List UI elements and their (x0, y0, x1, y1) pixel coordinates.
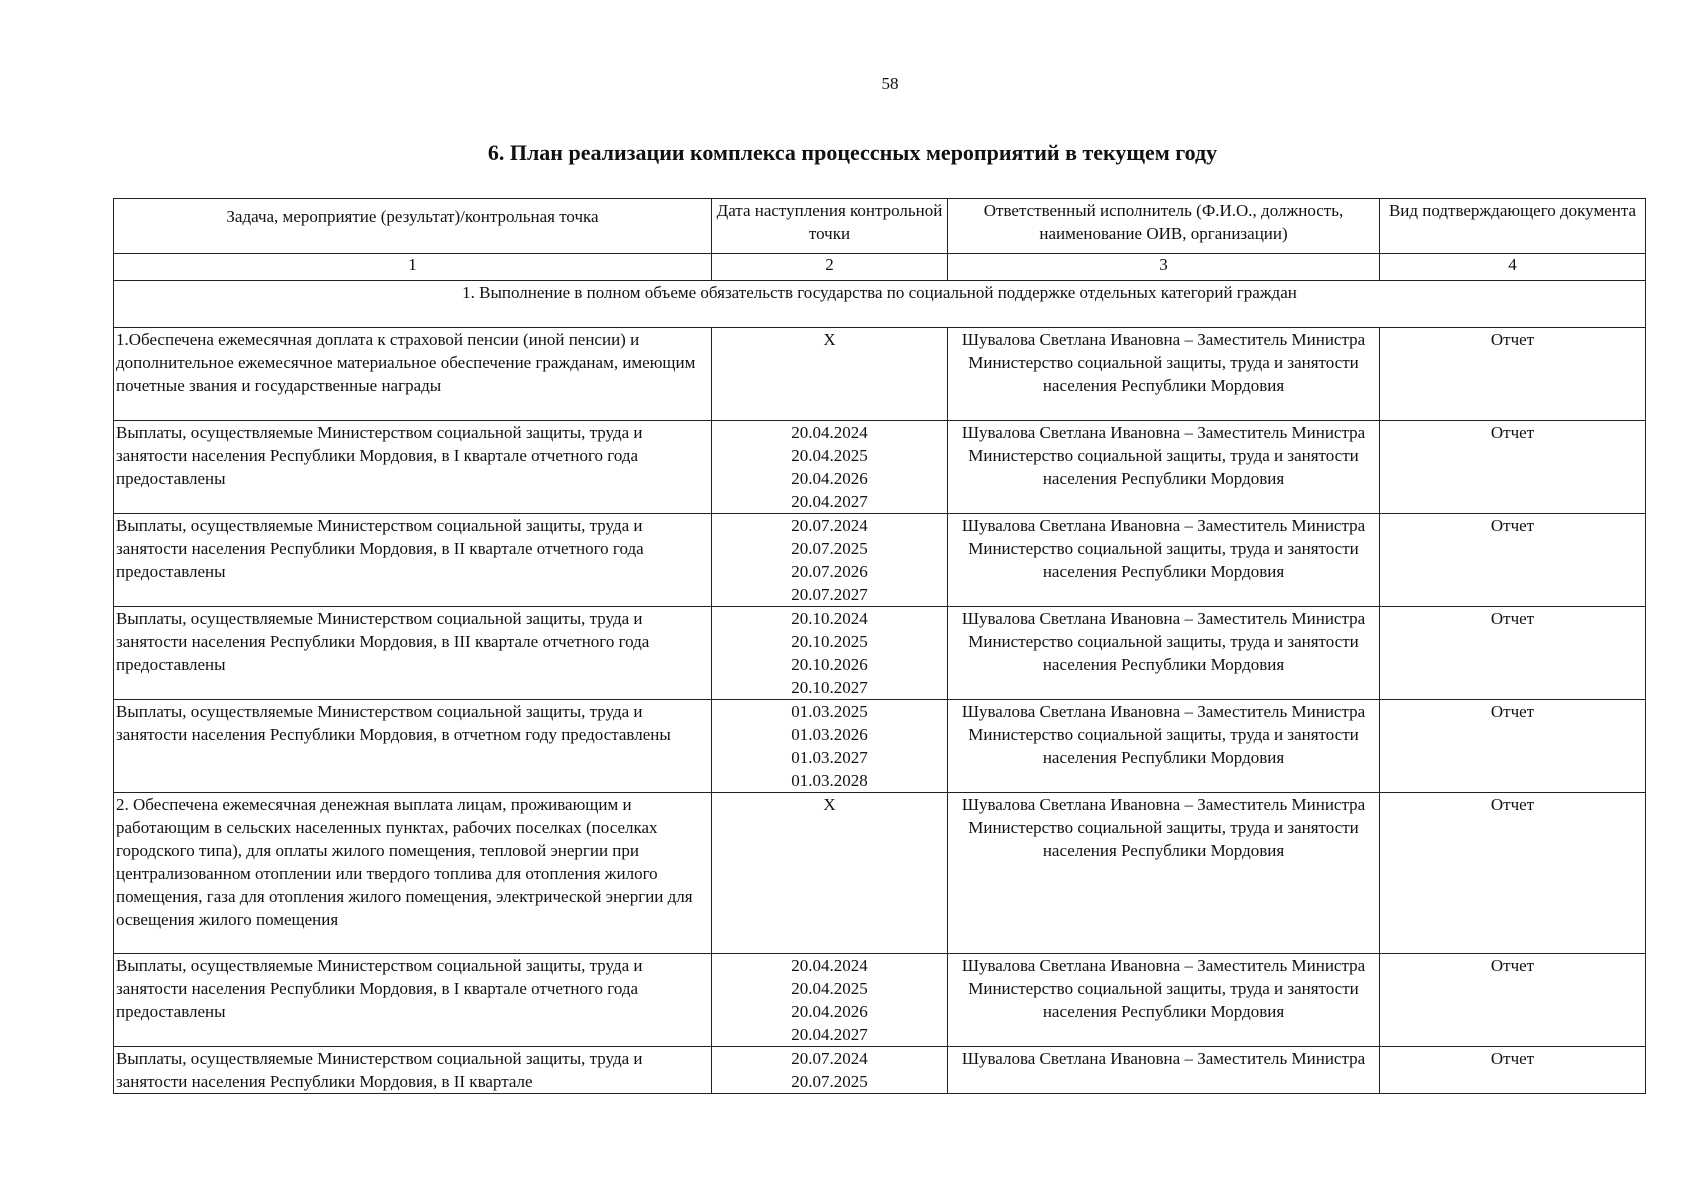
task-cell: Выплаты, осуществляемые Министерством социальной защиты, труда и занятости населения Республики Мордовия, в отчетном году предоставлены (114, 700, 712, 793)
responsible-person: Шувалова Светлана Ивановна – Заместитель Министра (961, 609, 1366, 628)
responsible-organization: Министерство социальной защиты, труда и занятости населения Республики Мордовия (968, 725, 1359, 767)
responsible-organization: Министерство социальной защиты, труда и занятости населения Республики Мордовия (968, 353, 1359, 395)
table-row (114, 954, 1646, 1047)
date-list (714, 421, 945, 513)
control-date: 01.03.2027 (791, 748, 868, 767)
document-type-cell: Отчет (1380, 328, 1646, 421)
responsible-organization: Министерство социальной защиты, труда и занятости населения Республики Мордовия (968, 539, 1359, 581)
responsible-person: Шувалова Светлана Ивановна – Заместитель Министра (961, 330, 1366, 349)
section-title: 1. Выполнение в полном объеме обязательств государства по социальной поддержке отдельных категорий граждан (114, 281, 1646, 328)
responsible-person: Шувалова Светлана Ивановна – Заместитель Министра (961, 702, 1366, 721)
table-row (114, 607, 1646, 700)
responsible-person: Шувалова Светлана Ивановна – Заместитель Министра (961, 423, 1366, 442)
date-cell (712, 607, 948, 700)
page-number: 58 (881, 74, 899, 93)
date-list (714, 793, 945, 816)
control-date: 20.07.2027 (791, 585, 868, 604)
date-cell (712, 793, 948, 954)
task-cell: Выплаты, осуществляемые Министерством социальной защиты, труда и занятости населения Республики Мордовия, в I квартале отчетного года предоставлены (114, 954, 712, 1047)
column-number: 1 (114, 254, 712, 281)
control-date: 20.07.2025 (791, 539, 868, 558)
task-cell: Выплаты, осуществляемые Министерством социальной защиты, труда и занятости населения Республики Мордовия, в II квартале (114, 1047, 712, 1094)
control-date: 20.10.2024 (791, 609, 868, 628)
date-cell (712, 1047, 948, 1094)
task-cell: 2. Обеспечена ежемесячная денежная выплата лицам, проживающим и работающим в сельских населенных пунктах, рабочих поселках (поселках городского типа), для оплаты жилого помещения, тепловой энергии при централизованном отоплении или твердого топлива для отопления жилого помещения, газа для отопления жилого помещения, электрической энергии для освещения жилого помещения (114, 793, 712, 954)
date-cell (712, 328, 948, 421)
control-date: Х (823, 330, 836, 349)
control-date: 20.04.2025 (791, 446, 868, 465)
header-responsible: Ответственный исполнитель (Ф.И.О., должность, наименование ОИВ, организации) (948, 199, 1380, 254)
responsible-cell (948, 607, 1380, 700)
table-row (114, 1047, 1646, 1094)
responsible-cell (948, 328, 1380, 421)
control-date: 20.10.2027 (791, 678, 868, 697)
date-cell (712, 700, 948, 793)
table-row (114, 328, 1646, 421)
control-date: 20.10.2026 (791, 655, 868, 674)
control-date: 20.04.2025 (791, 979, 868, 998)
control-date: 01.03.2026 (791, 725, 868, 744)
table-row (114, 793, 1646, 954)
date-cell (712, 421, 948, 514)
section-row (114, 281, 1646, 328)
document-type-cell: Отчет (1380, 954, 1646, 1047)
document-type-cell: Отчет (1380, 607, 1646, 700)
column-number: 2 (712, 254, 948, 281)
responsible-organization: Министерство социальной защиты, труда и занятости населения Республики Мордовия (968, 446, 1359, 488)
date-cell (712, 954, 948, 1047)
control-date: Х (823, 795, 836, 814)
table-row (114, 421, 1646, 514)
responsible-cell (948, 1047, 1380, 1094)
date-list (714, 700, 945, 792)
responsible-cell (948, 514, 1380, 607)
date-list (714, 954, 945, 1046)
responsible-cell (948, 954, 1380, 1047)
responsible-person: Шувалова Светлана Ивановна – Заместитель Министра (961, 1049, 1366, 1068)
header-document: Вид подтверждающего документа (1380, 199, 1646, 254)
control-date: 20.04.2026 (791, 469, 868, 488)
responsible-person: Шувалова Светлана Ивановна – Заместитель Министра (961, 795, 1366, 814)
task-cell: Выплаты, осуществляемые Министерством социальной защиты, труда и занятости населения Республики Мордовия, в III квартале отчетного года предоставлены (114, 607, 712, 700)
document-type-cell: Отчет (1380, 700, 1646, 793)
task-cell: Выплаты, осуществляемые Министерством социальной защиты, труда и занятости населения Республики Мордовия, в II квартале отчетного года предоставлены (114, 514, 712, 607)
control-date: 20.04.2027 (791, 1025, 868, 1044)
responsible-cell (948, 421, 1380, 514)
control-date: 20.07.2024 (791, 516, 868, 535)
date-list (714, 514, 945, 606)
control-date: 20.07.2024 (791, 1049, 868, 1068)
responsible-cell (948, 793, 1380, 954)
date-list (714, 1047, 945, 1093)
document-type-cell: Отчет (1380, 514, 1646, 607)
control-date: 20.07.2026 (791, 562, 868, 581)
responsible-organization: Министерство социальной защиты, труда и занятости населения Республики Мордовия (968, 979, 1359, 1021)
control-date: 20.10.2025 (791, 632, 868, 651)
task-cell: Выплаты, осуществляемые Министерством социальной защиты, труда и занятости населения Республики Мордовия, в I квартале отчетного года предоставлены (114, 421, 712, 514)
plan-table (113, 198, 1646, 1094)
responsible-cell (948, 700, 1380, 793)
responsible-person: Шувалова Светлана Ивановна – Заместитель Министра (961, 516, 1366, 535)
header-date: Дата наступления контрольной точки (712, 199, 948, 254)
table-body (114, 328, 1646, 1094)
document-type-cell: Отчет (1380, 421, 1646, 514)
control-date: 20.07.2025 (791, 1072, 868, 1091)
responsible-organization: Министерство социальной защиты, труда и занятости населения Республики Мордовия (968, 632, 1359, 674)
column-number: 3 (948, 254, 1380, 281)
control-date: 20.04.2024 (791, 423, 868, 442)
page-title: 6. План реализации комплекса процессных мероприятий в текущем году (487, 140, 1218, 165)
control-date: 20.04.2027 (791, 492, 868, 511)
table-row (114, 700, 1646, 793)
control-date: 01.03.2028 (791, 771, 868, 790)
control-date: 20.04.2026 (791, 1002, 868, 1021)
column-number: 4 (1380, 254, 1646, 281)
document-type-cell: Отчет (1380, 1047, 1646, 1094)
responsible-person: Шувалова Светлана Ивановна – Заместитель Министра (961, 956, 1366, 975)
control-date: 20.04.2024 (791, 956, 868, 975)
date-list (714, 328, 945, 351)
table-row (114, 514, 1646, 607)
date-cell (712, 514, 948, 607)
date-list (714, 607, 945, 699)
table-header-row (114, 199, 1646, 254)
column-number-row (114, 254, 1646, 281)
task-cell: 1.Обеспечена ежемесячная доплата к страховой пенсии (иной пенсии) и дополнительное ежемесячное материальное обеспечение гражданам, имеющим почетные звания и государственные награды (114, 328, 712, 421)
document-type-cell: Отчет (1380, 793, 1646, 954)
control-date: 01.03.2025 (791, 702, 868, 721)
header-task: Задача, мероприятие (результат)/контрольная точка (114, 199, 712, 254)
responsible-organization: Министерство социальной защиты, труда и занятости населения Республики Мордовия (968, 818, 1359, 860)
